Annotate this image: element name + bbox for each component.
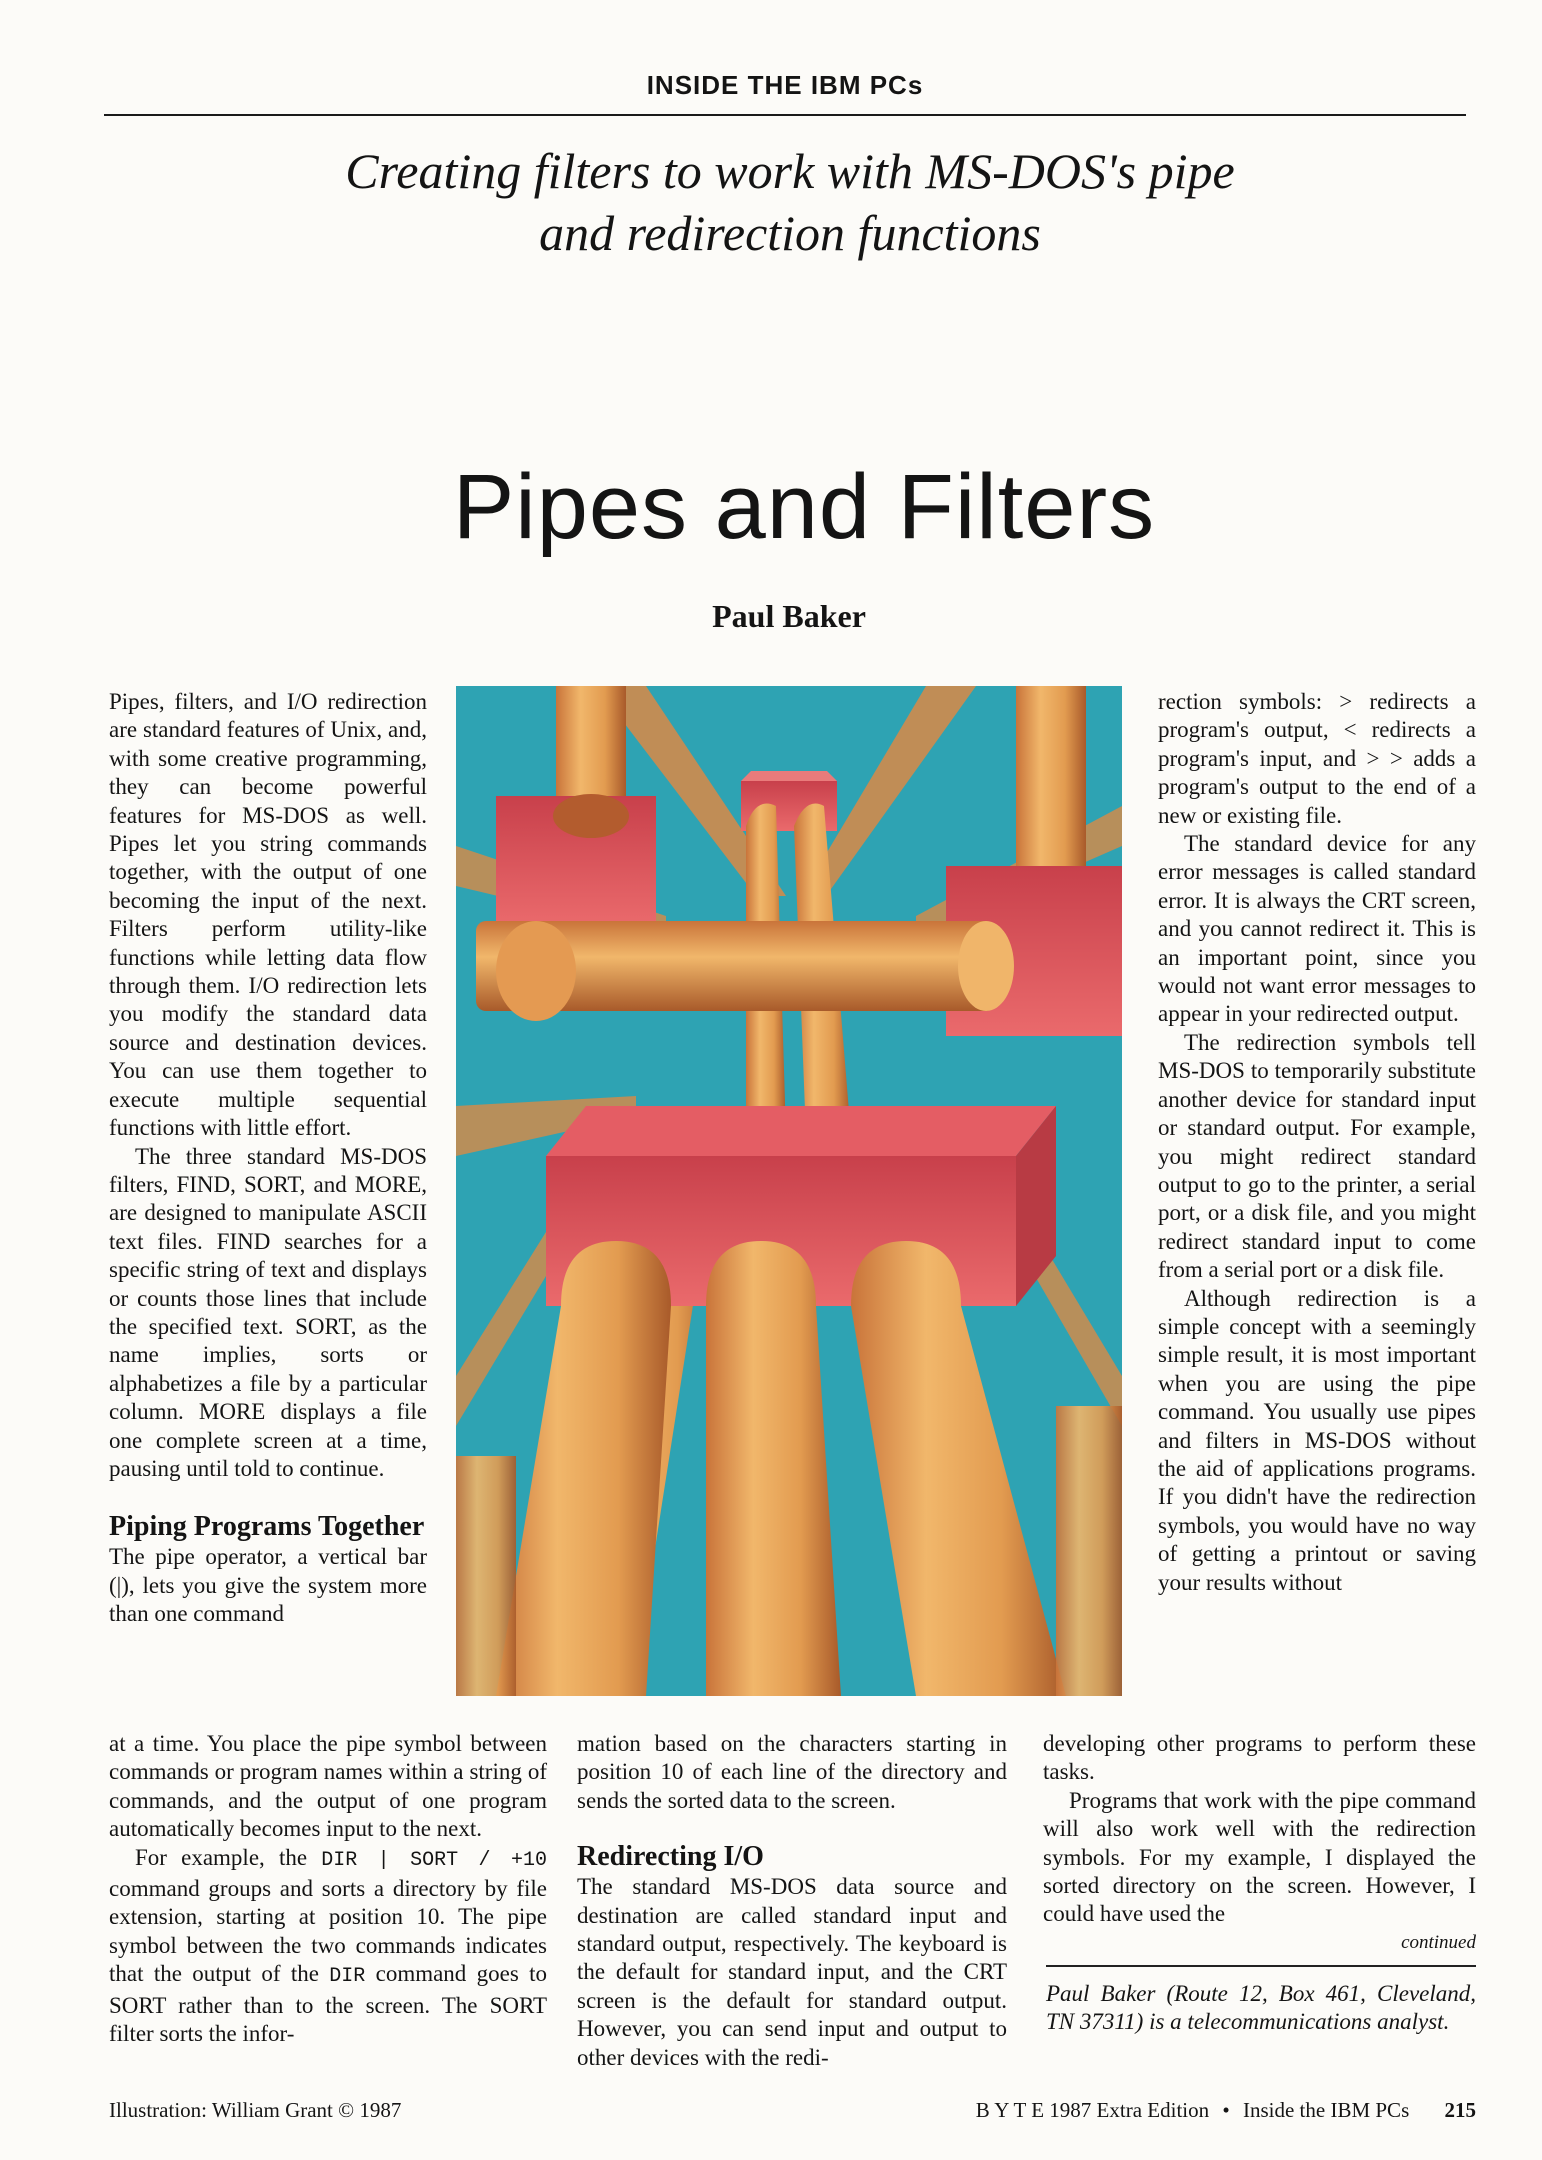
author-bio: Paul Baker (Route 12, Box 461, Cleveland, TN 37311) is a telecommunications analyst. — [1046, 1981, 1476, 2035]
paragraph: The standard MS-DOS data source and destination are called standard input and standard output, respectively. The keyboard is the default for standard input, and the CRT screen is the default for standard output. However, you can send input and output to other devices with the redi- — [577, 1874, 1007, 2070]
text-run: For example, the — [135, 1844, 308, 1870]
section-heading: Piping Programs Together — [109, 1511, 425, 1543]
magazine-name: B Y T E 1987 Extra Edition — [975, 2098, 1210, 2122]
column-3-continued — [1043, 1730, 1476, 1957]
folio-bullet: • — [1222, 2098, 1230, 2122]
illustration-credit: Illustration: William Grant © 1987 — [109, 2098, 402, 2122]
continued-note: continued — [1401, 1931, 1476, 1953]
paragraph: at a time. You place the pipe symbol between commands or program names within a string of commands, and the output of one program automatically becomes input to the next. — [109, 1731, 547, 1842]
code-snippet: DIR — [329, 1965, 366, 1989]
column-2 — [577, 1730, 1007, 2072]
deck-line-1: Creating filters to work with MS-DOS's pipe — [345, 143, 1235, 199]
header-rule — [104, 114, 1466, 116]
paragraph: The standard device for any error messages is called standard error. It is always the CRT screen, and you cannot redirect it. This is an important point, since you would not want error messages to appear in your redirected output. — [1158, 831, 1476, 1027]
paragraph: mation based on the characters starting in position 10 of each line of the directory and sends the sorted data to the screen. — [577, 1731, 1007, 1813]
code-snippet: DIR | SORT / +10 — [321, 1848, 547, 1872]
column-1 — [109, 688, 427, 1629]
running-head: INSIDE THE IBM PCs — [646, 70, 924, 100]
pipes-illustration — [456, 686, 1122, 1696]
text-run: command groups and sorts a directory by file extension, starting at position 10. The pipe symbol between the two commands indicates that the output of the — [109, 1876, 547, 1987]
paragraph: The redirection symbols tell MS-DOS to temporarily substitute another device for standard input or standard output. For example, you might redirect standard output to go to the printer, a serial port, or a disk file, and you might redirect standard input to come from a serial port or a disk file. — [1158, 1029, 1476, 1283]
paragraph: rection symbols: > redirects a program's output, < redirects a program's input, and > > adds a program's output to the end of a new or existing file. — [1158, 689, 1476, 828]
paragraph — [109, 1844, 547, 2049]
paragraph: Although redirection is a simple concept with a seemingly simple result, it is most important when you are using the pipe command. You usually use pipes and filters in MS-DOS without the aid of applications programs. If you didn't have the redirection symbols, you would have no way of getting a printout or saving your results without — [1158, 1285, 1476, 1595]
text-run: command goes to SORT rather than to the screen. The SORT filter sorts the infor- — [109, 1961, 548, 2047]
page-number: 215 — [1444, 2098, 1476, 2122]
section-heading: Redirecting I/O — [577, 1841, 764, 1873]
deck-line-2: and redirection functions — [539, 205, 1041, 261]
section-name: Inside the IBM PCs — [1242, 2098, 1410, 2122]
paragraph: The three standard MS-DOS filters, FIND, SORT, and MORE, are designed to manipulate ASCII text files. FIND searches for a specific string of text and displays or counts those lines that include the specified text. SORT, as the name implies, sorts or alphabetizes a file by a particular column. MORE displays a file one complete screen at a time, pausing until told to continue. — [109, 1143, 427, 1481]
column-1-continued — [109, 1730, 547, 2048]
byline: Paul Baker — [712, 598, 866, 634]
paragraph: developing other programs to perform these tasks. — [1043, 1731, 1476, 1785]
paragraph: Programs that work with the pipe command will also work well with the redirection symbols. For my example, I displayed the sorted directory on the screen. However, I could have used the — [1043, 1787, 1476, 1927]
paragraph: The pipe operator, a vertical bar (|), lets you give the system more than one command — [109, 1544, 427, 1627]
paragraph: Pipes, filters, and I/O redirection are standard features of Unix, and, with some creative programming, they can become powerful features for MS-DOS as well. Pipes let you string commands together, with the output of one becoming the input of the next. Filters perform utility-like functions while letting data flow through them. I/O redirection lets you modify the standard data source and destination devices. You can use them together to execute multiple sequential functions with little effort. — [109, 689, 427, 1141]
page-folio — [968, 2098, 1476, 2123]
article-title: Pipes and Filters — [452, 456, 1156, 558]
bio-rule — [1046, 1965, 1476, 1967]
deck — [200, 140, 1380, 264]
column-3 — [1158, 688, 1476, 1597]
